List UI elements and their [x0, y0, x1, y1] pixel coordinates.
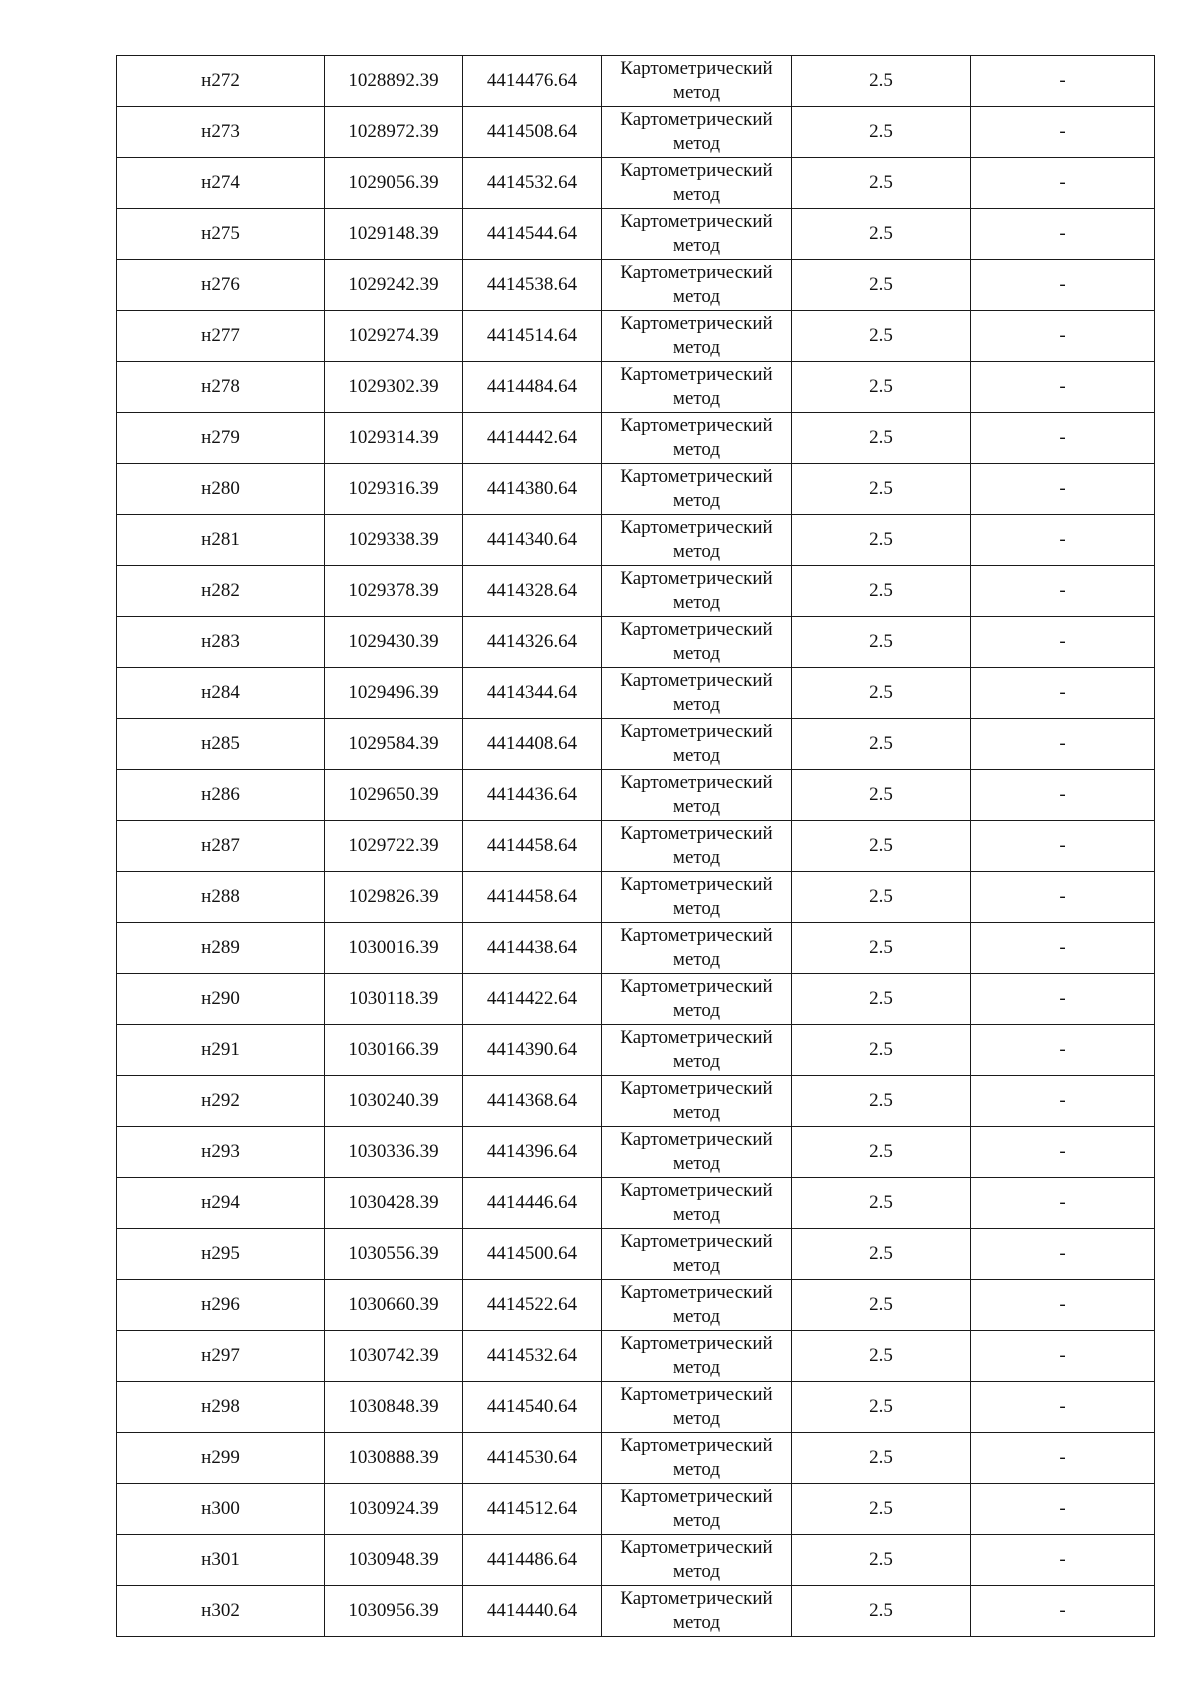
cell-method: Картометрический метод — [602, 464, 792, 515]
cell-method: Картометрический метод — [602, 668, 792, 719]
cell-accuracy: 2.5 — [792, 1484, 971, 1535]
cell-point-name: н283 — [117, 617, 325, 668]
cell-accuracy: 2.5 — [792, 770, 971, 821]
cell-coordinate-x: 1029314.39 — [325, 413, 463, 464]
cell-coordinate-x: 1028892.39 — [325, 56, 463, 107]
cell-method: Картометрический метод — [602, 107, 792, 158]
cell-description: - — [971, 1382, 1155, 1433]
cell-coordinate-y: 4414476.64 — [463, 56, 602, 107]
cell-description: - — [971, 413, 1155, 464]
cell-coordinate-x: 1029056.39 — [325, 158, 463, 209]
table-row — [117, 209, 1155, 260]
cell-method: Картометрический метод — [602, 1331, 792, 1382]
cell-accuracy: 2.5 — [792, 1535, 971, 1586]
table-row — [117, 56, 1155, 107]
table-row — [117, 413, 1155, 464]
cell-accuracy: 2.5 — [792, 413, 971, 464]
cell-coordinate-y: 4414446.64 — [463, 1178, 602, 1229]
cell-description: - — [971, 1178, 1155, 1229]
cell-method: Картометрический метод — [602, 311, 792, 362]
cell-coordinate-y: 4414396.64 — [463, 1127, 602, 1178]
cell-coordinate-y: 4414484.64 — [463, 362, 602, 413]
cell-coordinate-y: 4414522.64 — [463, 1280, 602, 1331]
cell-coordinate-y: 4414486.64 — [463, 1535, 602, 1586]
table-row — [117, 1382, 1155, 1433]
cell-method: Картометрический метод — [602, 1229, 792, 1280]
cell-accuracy: 2.5 — [792, 464, 971, 515]
cell-method: Картометрический метод — [602, 1484, 792, 1535]
cell-description: - — [971, 1229, 1155, 1280]
cell-coordinate-x: 1030240.39 — [325, 1076, 463, 1127]
table-row — [117, 1025, 1155, 1076]
cell-point-name: н299 — [117, 1433, 325, 1484]
cell-point-name: н297 — [117, 1331, 325, 1382]
cell-point-name: н290 — [117, 974, 325, 1025]
cell-coordinate-y: 4414508.64 — [463, 107, 602, 158]
cell-point-name: н293 — [117, 1127, 325, 1178]
cell-coordinate-y: 4414368.64 — [463, 1076, 602, 1127]
cell-description: - — [971, 719, 1155, 770]
table-row — [117, 872, 1155, 923]
cell-coordinate-y: 4414442.64 — [463, 413, 602, 464]
cell-point-name: н273 — [117, 107, 325, 158]
cell-description: - — [971, 770, 1155, 821]
cell-point-name: н279 — [117, 413, 325, 464]
cell-description: - — [971, 362, 1155, 413]
table-row — [117, 515, 1155, 566]
table-row — [117, 1178, 1155, 1229]
cell-description: - — [971, 617, 1155, 668]
cell-coordinate-x: 1030660.39 — [325, 1280, 463, 1331]
cell-method: Картометрический метод — [602, 1127, 792, 1178]
cell-method: Картометрический метод — [602, 821, 792, 872]
cell-coordinate-y: 4414512.64 — [463, 1484, 602, 1535]
cell-accuracy: 2.5 — [792, 362, 971, 413]
cell-coordinate-y: 4414344.64 — [463, 668, 602, 719]
table-row — [117, 719, 1155, 770]
cell-method: Картометрический метод — [602, 719, 792, 770]
cell-accuracy: 2.5 — [792, 1076, 971, 1127]
cell-coordinate-y: 4414458.64 — [463, 872, 602, 923]
cell-accuracy: 2.5 — [792, 1586, 971, 1637]
cell-coordinate-x: 1030888.39 — [325, 1433, 463, 1484]
cell-coordinate-y: 4414440.64 — [463, 1586, 602, 1637]
cell-coordinate-x: 1029338.39 — [325, 515, 463, 566]
cell-accuracy: 2.5 — [792, 311, 971, 362]
cell-method: Картометрический метод — [602, 56, 792, 107]
cell-coordinate-x: 1030956.39 — [325, 1586, 463, 1637]
table-row — [117, 1127, 1155, 1178]
coordinates-table-body — [117, 56, 1155, 1637]
table-row — [117, 923, 1155, 974]
cell-description: - — [971, 56, 1155, 107]
cell-point-name: н276 — [117, 260, 325, 311]
cell-accuracy: 2.5 — [792, 1025, 971, 1076]
cell-point-name: н280 — [117, 464, 325, 515]
cell-method: Картометрический метод — [602, 1280, 792, 1331]
cell-accuracy: 2.5 — [792, 719, 971, 770]
cell-method: Картометрический метод — [602, 158, 792, 209]
cell-method: Картометрический метод — [602, 1076, 792, 1127]
cell-coordinate-y: 4414422.64 — [463, 974, 602, 1025]
cell-accuracy: 2.5 — [792, 974, 971, 1025]
table-row — [117, 566, 1155, 617]
cell-accuracy: 2.5 — [792, 1382, 971, 1433]
cell-method: Картометрический метод — [602, 1025, 792, 1076]
cell-description: - — [971, 1535, 1155, 1586]
cell-coordinate-y: 4414530.64 — [463, 1433, 602, 1484]
cell-point-name: н289 — [117, 923, 325, 974]
cell-accuracy: 2.5 — [792, 1229, 971, 1280]
table-row — [117, 1484, 1155, 1535]
cell-accuracy: 2.5 — [792, 158, 971, 209]
cell-point-name: н296 — [117, 1280, 325, 1331]
cell-description: - — [971, 107, 1155, 158]
cell-accuracy: 2.5 — [792, 1331, 971, 1382]
cell-method: Картометрический метод — [602, 770, 792, 821]
cell-coordinate-x: 1029148.39 — [325, 209, 463, 260]
cell-coordinate-x: 1030118.39 — [325, 974, 463, 1025]
table-row — [117, 1229, 1155, 1280]
cell-point-name: н291 — [117, 1025, 325, 1076]
cell-accuracy: 2.5 — [792, 1127, 971, 1178]
cell-coordinate-x: 1029242.39 — [325, 260, 463, 311]
cell-method: Картометрический метод — [602, 1586, 792, 1637]
cell-description: - — [971, 872, 1155, 923]
cell-coordinate-x: 1030848.39 — [325, 1382, 463, 1433]
cell-point-name: н281 — [117, 515, 325, 566]
cell-description: - — [971, 515, 1155, 566]
cell-method: Картометрический метод — [602, 1382, 792, 1433]
cell-coordinate-x: 1030556.39 — [325, 1229, 463, 1280]
table-row — [117, 311, 1155, 362]
cell-method: Картометрический метод — [602, 515, 792, 566]
cell-coordinate-y: 4414532.64 — [463, 1331, 602, 1382]
cell-coordinate-y: 4414438.64 — [463, 923, 602, 974]
cell-point-name: н272 — [117, 56, 325, 107]
cell-description: - — [971, 209, 1155, 260]
cell-description: - — [971, 1127, 1155, 1178]
cell-coordinate-x: 1029496.39 — [325, 668, 463, 719]
cell-method: Картометрический метод — [602, 617, 792, 668]
cell-coordinate-x: 1029826.39 — [325, 872, 463, 923]
cell-description: - — [971, 1280, 1155, 1331]
cell-point-name: н300 — [117, 1484, 325, 1535]
cell-coordinate-x: 1030336.39 — [325, 1127, 463, 1178]
cell-coordinate-y: 4414532.64 — [463, 158, 602, 209]
cell-coordinate-x: 1029650.39 — [325, 770, 463, 821]
cell-point-name: н302 — [117, 1586, 325, 1637]
cell-point-name: н282 — [117, 566, 325, 617]
cell-description: - — [971, 566, 1155, 617]
cell-coordinate-y: 4414340.64 — [463, 515, 602, 566]
cell-description: - — [971, 1586, 1155, 1637]
cell-coordinate-x: 1030166.39 — [325, 1025, 463, 1076]
cell-coordinate-y: 4414458.64 — [463, 821, 602, 872]
cell-method: Картометрический метод — [602, 413, 792, 464]
table-row — [117, 821, 1155, 872]
cell-accuracy: 2.5 — [792, 260, 971, 311]
cell-description: - — [971, 974, 1155, 1025]
cell-description: - — [971, 821, 1155, 872]
cell-method: Картометрический метод — [602, 974, 792, 1025]
cell-coordinate-y: 4414326.64 — [463, 617, 602, 668]
cell-method: Картометрический метод — [602, 1433, 792, 1484]
cell-accuracy: 2.5 — [792, 209, 971, 260]
table-row — [117, 1076, 1155, 1127]
cell-coordinate-x: 1030428.39 — [325, 1178, 463, 1229]
cell-description: - — [971, 1076, 1155, 1127]
cell-accuracy: 2.5 — [792, 872, 971, 923]
cell-description: - — [971, 1484, 1155, 1535]
cell-accuracy: 2.5 — [792, 821, 971, 872]
cell-coordinate-x: 1029274.39 — [325, 311, 463, 362]
cell-point-name: н292 — [117, 1076, 325, 1127]
cell-method: Картометрический метод — [602, 1535, 792, 1586]
cell-accuracy: 2.5 — [792, 617, 971, 668]
cell-point-name: н287 — [117, 821, 325, 872]
cell-coordinate-x: 1030016.39 — [325, 923, 463, 974]
cell-point-name: н278 — [117, 362, 325, 413]
table-row — [117, 107, 1155, 158]
coordinates-table — [116, 55, 1155, 1637]
cell-point-name: н301 — [117, 1535, 325, 1586]
cell-description: - — [971, 1025, 1155, 1076]
cell-description: - — [971, 260, 1155, 311]
cell-point-name: н274 — [117, 158, 325, 209]
cell-method: Картометрический метод — [602, 872, 792, 923]
cell-coordinate-y: 4414328.64 — [463, 566, 602, 617]
cell-description: - — [971, 1433, 1155, 1484]
cell-method: Картометрический метод — [602, 1178, 792, 1229]
table-row — [117, 974, 1155, 1025]
cell-coordinate-y: 4414500.64 — [463, 1229, 602, 1280]
table-row — [117, 617, 1155, 668]
cell-coordinate-x: 1028972.39 — [325, 107, 463, 158]
cell-coordinate-x: 1029316.39 — [325, 464, 463, 515]
table-row — [117, 464, 1155, 515]
cell-point-name: н284 — [117, 668, 325, 719]
cell-description: - — [971, 668, 1155, 719]
cell-description: - — [971, 1331, 1155, 1382]
table-row — [117, 1586, 1155, 1637]
cell-coordinate-x: 1029430.39 — [325, 617, 463, 668]
cell-point-name: н295 — [117, 1229, 325, 1280]
cell-coordinate-x: 1030742.39 — [325, 1331, 463, 1382]
table-row — [117, 770, 1155, 821]
cell-point-name: н286 — [117, 770, 325, 821]
cell-method: Картометрический метод — [602, 209, 792, 260]
cell-coordinate-x: 1030948.39 — [325, 1535, 463, 1586]
cell-point-name: н288 — [117, 872, 325, 923]
cell-description: - — [971, 158, 1155, 209]
cell-coordinate-y: 4414380.64 — [463, 464, 602, 515]
table-row — [117, 1433, 1155, 1484]
cell-coordinate-x: 1029584.39 — [325, 719, 463, 770]
table-row — [117, 1280, 1155, 1331]
cell-accuracy: 2.5 — [792, 515, 971, 566]
table-row — [117, 1535, 1155, 1586]
cell-accuracy: 2.5 — [792, 1178, 971, 1229]
cell-point-name: н285 — [117, 719, 325, 770]
cell-coordinate-x: 1030924.39 — [325, 1484, 463, 1535]
cell-coordinate-y: 4414436.64 — [463, 770, 602, 821]
cell-coordinate-y: 4414540.64 — [463, 1382, 602, 1433]
cell-description: - — [971, 311, 1155, 362]
cell-accuracy: 2.5 — [792, 56, 971, 107]
cell-description: - — [971, 923, 1155, 974]
cell-coordinate-y: 4414390.64 — [463, 1025, 602, 1076]
cell-method: Картометрический метод — [602, 566, 792, 617]
cell-point-name: н294 — [117, 1178, 325, 1229]
cell-coordinate-y: 4414538.64 — [463, 260, 602, 311]
table-row — [117, 1331, 1155, 1382]
cell-coordinate-y: 4414544.64 — [463, 209, 602, 260]
cell-coordinate-x: 1029302.39 — [325, 362, 463, 413]
cell-accuracy: 2.5 — [792, 1433, 971, 1484]
cell-method: Картометрический метод — [602, 260, 792, 311]
cell-coordinate-x: 1029378.39 — [325, 566, 463, 617]
cell-point-name: н298 — [117, 1382, 325, 1433]
cell-accuracy: 2.5 — [792, 107, 971, 158]
cell-method: Картометрический метод — [602, 362, 792, 413]
cell-method: Картометрический метод — [602, 923, 792, 974]
table-row — [117, 362, 1155, 413]
cell-coordinate-y: 4414408.64 — [463, 719, 602, 770]
cell-accuracy: 2.5 — [792, 1280, 971, 1331]
cell-point-name: н275 — [117, 209, 325, 260]
cell-accuracy: 2.5 — [792, 566, 971, 617]
cell-coordinate-x: 1029722.39 — [325, 821, 463, 872]
cell-accuracy: 2.5 — [792, 923, 971, 974]
table-row — [117, 668, 1155, 719]
table-row — [117, 260, 1155, 311]
table-row — [117, 158, 1155, 209]
cell-description: - — [971, 464, 1155, 515]
cell-point-name: н277 — [117, 311, 325, 362]
cell-coordinate-y: 4414514.64 — [463, 311, 602, 362]
cell-accuracy: 2.5 — [792, 668, 971, 719]
